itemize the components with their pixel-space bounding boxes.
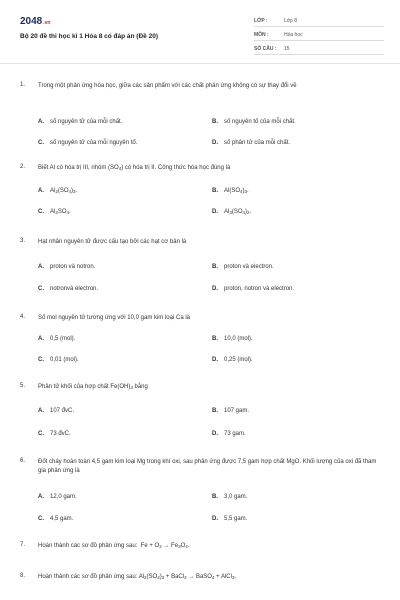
question-text: Trong một phản ứng hóa học, giữa các sản phẩm với các chất phản ứng không có sự thay đổi về xyxy=(38,83,297,89)
meta-value: Lớp 8 xyxy=(284,18,298,24)
question-number: 2. xyxy=(20,164,26,170)
option-key: A. xyxy=(38,188,44,194)
formula: $Al(SO_4)_3$. xyxy=(224,188,249,194)
question-text: Số mol nguyên tử tương ứng với 10,0 gam kim loại Ca là xyxy=(38,315,190,321)
option-key: D. xyxy=(212,209,218,215)
question-number: 5. xyxy=(20,383,26,389)
meta-label: MÔN : xyxy=(254,32,269,38)
option-a[interactable] xyxy=(38,336,75,342)
option-key: A. xyxy=(38,264,44,270)
option-key: B. xyxy=(212,188,218,194)
option-b[interactable] xyxy=(212,494,247,500)
option-text: proton và notron. xyxy=(50,264,96,270)
option-text: notronvà electron. xyxy=(50,286,99,292)
option-b[interactable] xyxy=(212,188,249,194)
logo-suffix: .vn xyxy=(43,20,51,26)
formula: $Al_2SO_4$. xyxy=(50,209,71,215)
site-logo[interactable] xyxy=(20,16,50,27)
option-key: B. xyxy=(212,264,218,270)
question-number: 6. xyxy=(20,458,26,464)
option-key: A. xyxy=(38,408,44,414)
logo-text: 2048 xyxy=(20,16,43,27)
option-d[interactable] xyxy=(212,209,251,215)
meta-value: Hóa học xyxy=(284,32,303,38)
option-text: 73 đvC. xyxy=(50,431,71,437)
option-text: số phân tử của mỗi chất. xyxy=(224,140,291,146)
option-key: C. xyxy=(38,357,44,363)
option-c[interactable] xyxy=(38,431,71,437)
option-text: proton, notron và electron. xyxy=(224,286,295,292)
header xyxy=(0,0,400,64)
option-b[interactable] xyxy=(212,408,249,414)
option-text: 107 gam. xyxy=(224,408,250,414)
option-text: 3,0 gam. xyxy=(224,494,248,500)
option-key: A. xyxy=(38,119,44,125)
option-c[interactable] xyxy=(38,516,73,522)
question-number: 4. xyxy=(20,314,26,320)
option-d[interactable] xyxy=(212,286,294,292)
option-key: C. xyxy=(38,209,44,215)
option-text: 0,25 (mol). xyxy=(224,357,253,363)
question-text: Biết Al có hóa trị III, nhóm $(SO_4)$ có hóa trị II. Công thức hóa học đúng là xyxy=(38,165,231,171)
option-key: B. xyxy=(212,494,218,500)
option-key: B. xyxy=(212,408,218,414)
option-d[interactable] xyxy=(212,431,246,437)
option-key: D. xyxy=(212,140,218,146)
meta-subject xyxy=(254,30,384,41)
option-key: D. xyxy=(212,357,218,363)
meta-value: 15 xyxy=(284,46,290,52)
option-c[interactable] xyxy=(38,140,137,146)
question-text: Đốt cháy hoàn toàn 4,5 gam kim loại Mg trong khí oxi, sau phản ứng được 7,5 gam hợp chất MgO. Khối lượng của oxi đã tham gia phản ứng là xyxy=(38,459,377,474)
option-key: C. xyxy=(38,286,44,292)
question-number: 3. xyxy=(20,238,26,244)
option-key: A. xyxy=(38,494,44,500)
option-key: D. xyxy=(212,431,218,437)
option-text: 107 đvC. xyxy=(50,408,75,414)
question-number: 8. xyxy=(20,573,26,579)
option-d[interactable] xyxy=(212,140,290,146)
option-key: D. xyxy=(212,516,218,522)
option-text: proton và electron. xyxy=(224,264,274,270)
option-b[interactable] xyxy=(212,264,274,270)
option-text: 73 gam. xyxy=(224,431,246,437)
option-text: 4,5 gam. xyxy=(50,516,74,522)
option-a[interactable] xyxy=(38,408,74,414)
option-a[interactable] xyxy=(38,494,77,500)
meta-class xyxy=(254,16,384,27)
option-key: C. xyxy=(38,431,44,437)
option-text: 5,5 gam. xyxy=(224,516,248,522)
option-text: số nguyên tố của mỗi chất. xyxy=(224,119,296,125)
question-number: 7. xyxy=(20,542,26,548)
option-text: 0,5 (mol). xyxy=(50,336,76,342)
option-key: C. xyxy=(38,140,44,146)
option-a[interactable] xyxy=(38,188,77,194)
question-number: 1. xyxy=(20,82,26,88)
option-text: 12,0 gam. xyxy=(50,494,77,500)
option-b[interactable] xyxy=(212,119,296,125)
option-text: 0,01 (mol). xyxy=(50,357,79,363)
option-a[interactable] xyxy=(38,264,95,270)
option-c[interactable] xyxy=(38,357,79,363)
option-b[interactable] xyxy=(212,336,253,342)
meta-label: LỚP : xyxy=(254,18,268,24)
formula: $Al_3(SO_4)_2$. xyxy=(224,209,252,215)
question-text: Hạt nhân nguyên tử được cấu tạo bởi các hạt cơ bản là xyxy=(38,239,187,245)
question-text: Hoàn thành các sơ đồ phản ứng sau: $Al_2(SO_4)_3$ + BaCl$_2$ → BaSO$_4$ + AlCl$_3$. xyxy=(38,574,237,580)
option-text: số nguyên tử của mỗi chất. xyxy=(50,119,123,125)
meta-label: SỐ CÂU : xyxy=(254,46,277,52)
option-key: A. xyxy=(38,336,44,342)
question-text: Hoàn thành các sơ đồ phản ứng sau: $Fe + O_2 \to Fe_3O_4$. xyxy=(38,543,190,549)
option-key: C. xyxy=(38,516,44,522)
option-d[interactable] xyxy=(212,516,247,522)
option-text: 10,0 (mol). xyxy=(224,336,253,342)
option-text: số nguyên tử của mỗi nguyên tố. xyxy=(50,140,138,146)
option-a[interactable] xyxy=(38,119,122,125)
formula: $Al_2(SO_4)_3$. xyxy=(50,188,78,194)
option-c[interactable] xyxy=(38,286,98,292)
option-key: D. xyxy=(212,286,218,292)
option-key: B. xyxy=(212,336,218,342)
option-d[interactable] xyxy=(212,357,253,363)
document-title: Bộ 20 đề thi học kì 1 Hóa 8 có đáp án (Đề 20) xyxy=(20,33,158,40)
option-c[interactable] xyxy=(38,209,71,215)
question-text: Phân tử khối của hợp chất $Fe(OH)_3$ bằng xyxy=(38,384,148,390)
meta-question-count xyxy=(254,44,384,55)
option-key: B. xyxy=(212,119,218,125)
